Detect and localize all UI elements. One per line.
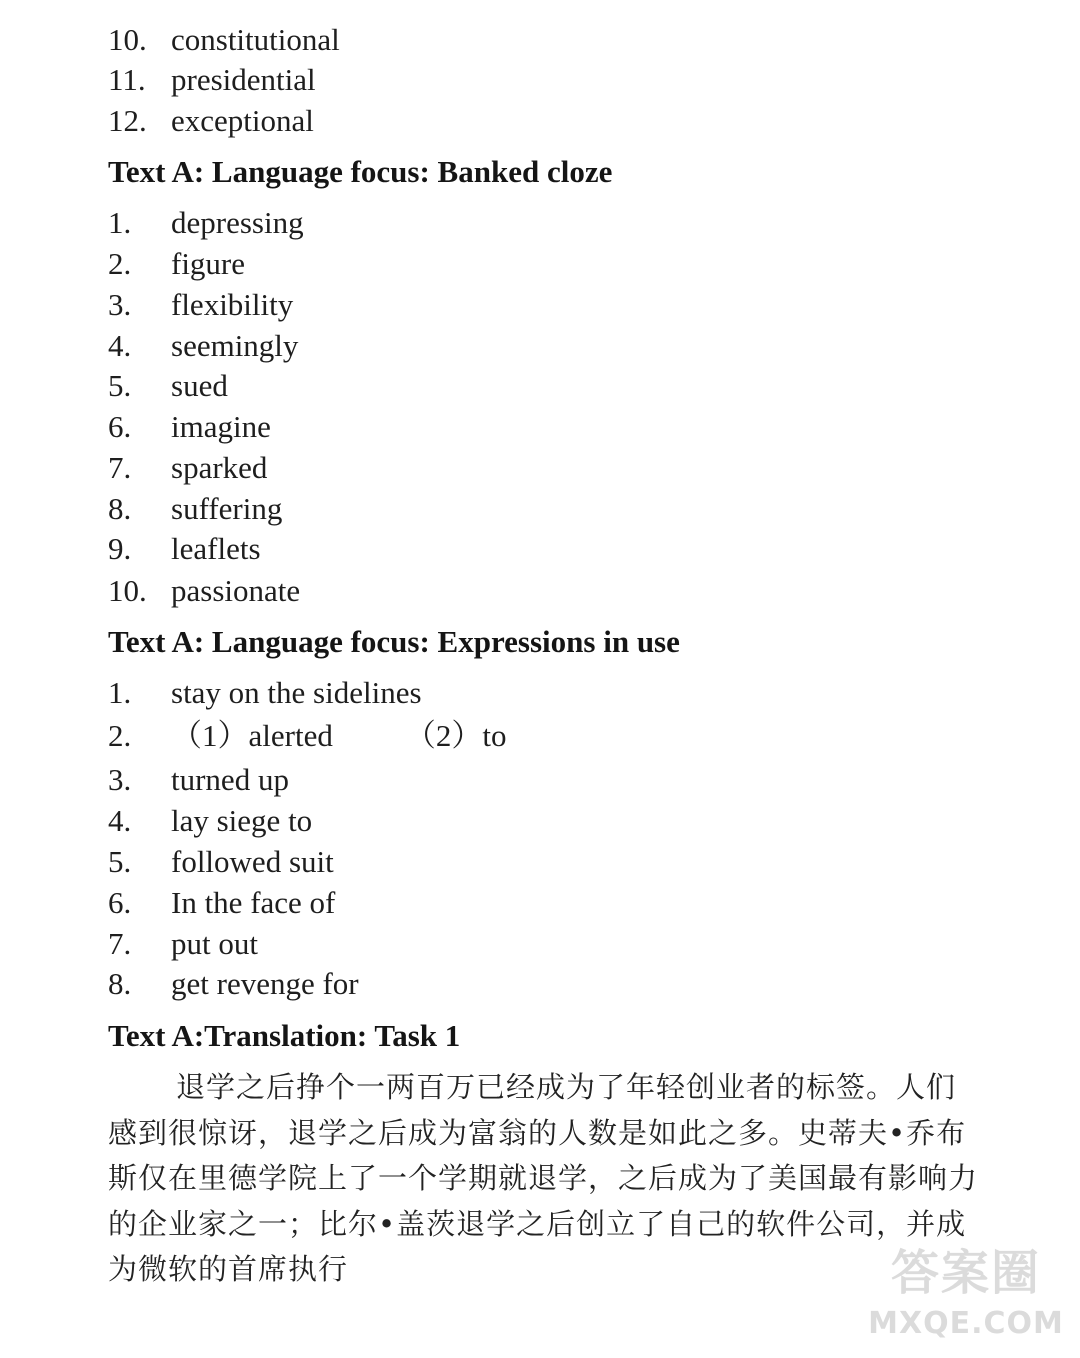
item-number: 5. [108,368,132,403]
list-item [108,842,334,882]
list-item [108,326,298,366]
item-answer: imagine [171,409,271,444]
item-number: 2. [108,718,132,753]
item-number: 11. [108,62,146,97]
item-answer: flexibility [171,287,294,322]
list-item [108,366,228,406]
list-item [108,489,282,529]
item-answer: figure [171,246,246,281]
item-answer: sued [171,368,228,403]
item-answer: In the face of [171,885,336,920]
translation-paragraph: 退学之后挣个一两百万已经成为了年轻创业者的标签。人们感到很惊讶，退学之后成为富翁的人数是如此之多。史蒂夫•乔布斯仅在里德学院上了一个学期就退学，之后成为了美国最有影响力的企业家之一；比尔•盖茨退学之后创立了自己的软件公司，并成为微软的首席执行 [108,1070,979,1286]
item-answer: presidential [171,62,316,97]
item-answer: turned up [171,762,289,797]
list-item [108,244,245,284]
item-number: 4. [108,328,132,363]
list-item [108,448,267,488]
item-number: 6. [108,409,132,444]
list-item [108,673,422,713]
item-answer-part-1: （1）alerted [171,718,333,753]
item-answer: lay siege to [171,803,313,838]
watermark-logo [866,1242,1066,1352]
section-heading-translation: Text A:Translation: Task 1 [108,1018,461,1053]
item-number: 1. [108,675,132,710]
item-answer: passionate [171,573,301,608]
item-number: 10. [108,573,147,608]
item-answer-part-2: （2）to [404,718,507,753]
section-heading-expressions: Text A: Language focus: Expressions in use [108,624,680,659]
list-item [108,964,359,1004]
list-item [108,407,271,447]
watermark-logo-text: 答案圈 [890,1245,1041,1301]
item-answer: sparked [171,450,268,485]
list-item [108,203,304,243]
item-number: 7. [108,450,132,485]
item-answer: put out [171,926,258,961]
item-number: 1. [108,205,132,240]
item-number: 8. [108,966,132,1001]
item-number: 9. [108,531,132,566]
item-number: 4. [108,803,132,838]
list-item [108,571,300,611]
section-heading-banked-cloze: Text A: Language focus: Banked cloze [108,154,613,189]
item-number: 3. [108,287,132,322]
item-number: 5. [108,844,132,879]
item-number: 2. [108,246,132,281]
list-item [108,924,258,964]
item-number: 7. [108,926,132,961]
item-answer: exceptional [171,103,314,138]
item-answer: get revenge for [171,966,359,1001]
item-answer: depressing [171,205,304,240]
list-item [108,20,340,60]
list-item [108,101,314,141]
item-number: 6. [108,885,132,920]
list-item [108,883,335,923]
item-answer: constitutional [171,22,340,57]
item-answer: stay on the sidelines [171,675,422,710]
item-number: 3. [108,762,132,797]
item-number: 12. [108,103,147,138]
list-item [108,716,506,756]
list-item [108,285,293,325]
item-number: 10. [108,22,147,57]
item-answer: leaflets [171,531,261,566]
list-item [108,60,316,100]
list-item [108,760,289,800]
watermark-site: MXQE.COM [868,1306,1064,1341]
item-answer: suffering [171,491,283,526]
list-item [108,529,261,569]
item-answer: followed suit [171,844,334,879]
list-item [108,801,312,841]
item-number: 8. [108,491,132,526]
item-answer: seemingly [171,328,299,363]
